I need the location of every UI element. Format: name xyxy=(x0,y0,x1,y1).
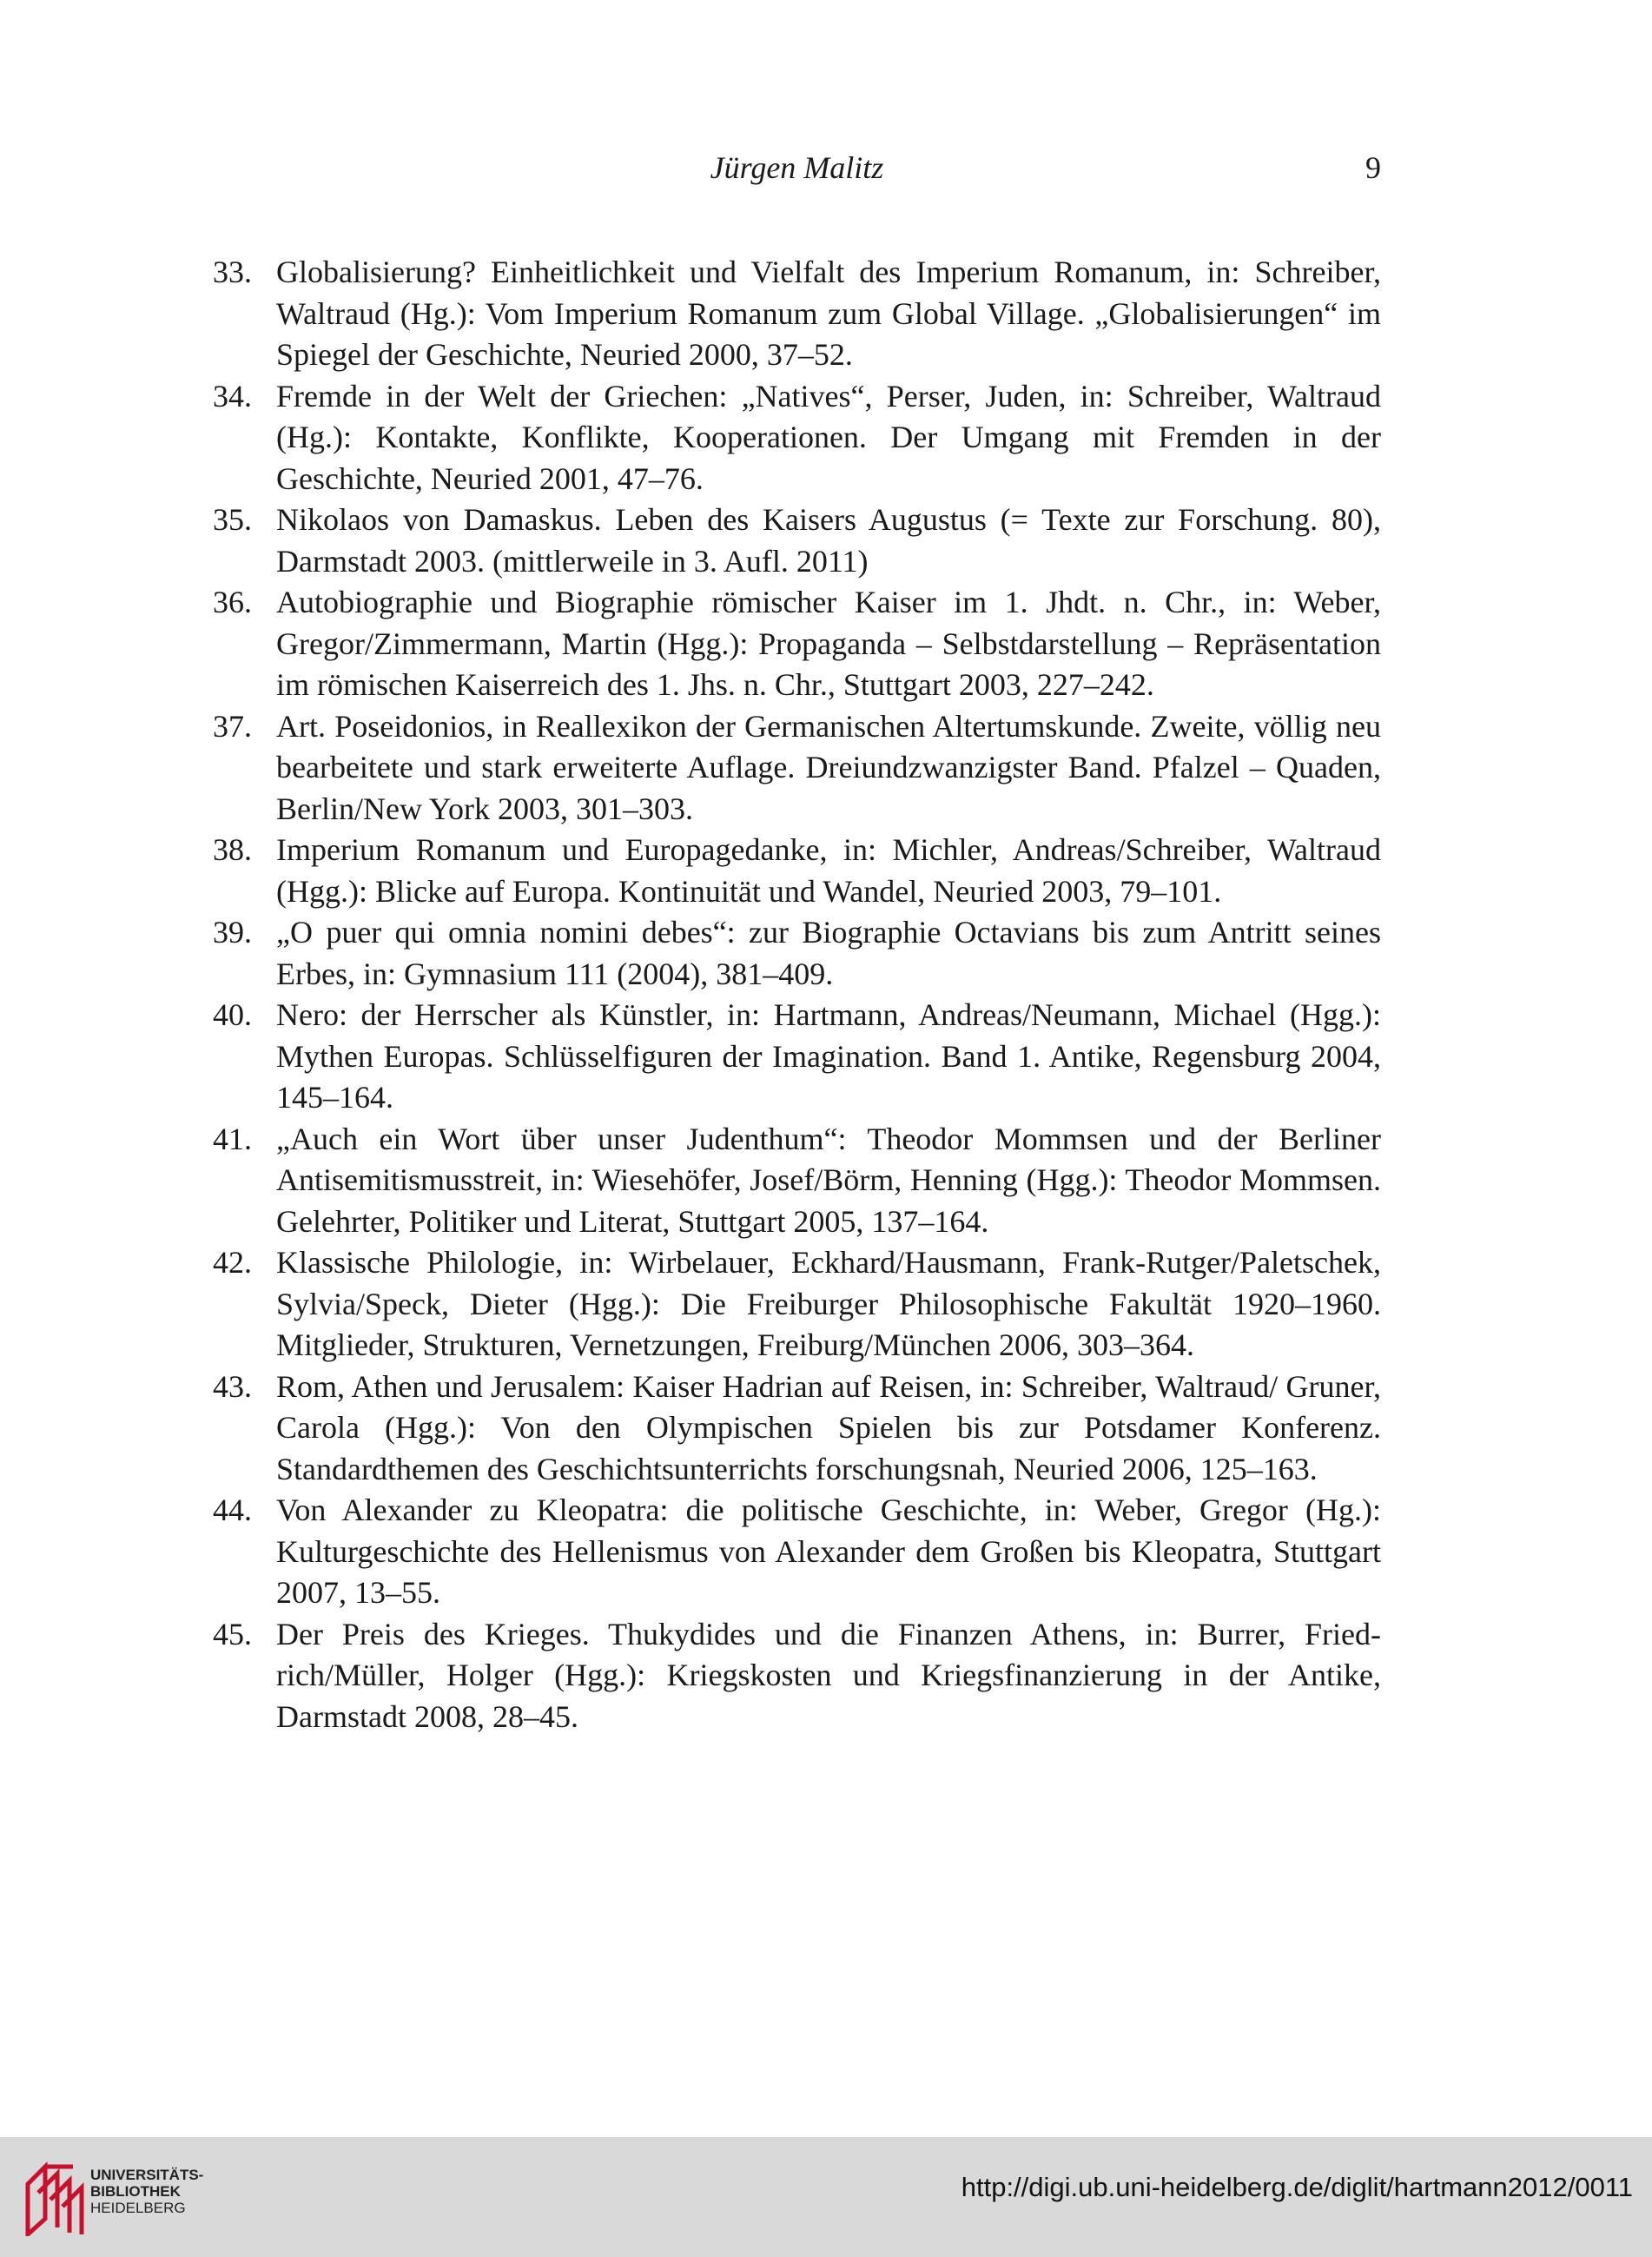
library-name-line: UNIVERSITÄTS- xyxy=(90,2167,204,2183)
bibliography-entry xyxy=(213,995,1381,1119)
bibliography-entry xyxy=(213,1614,1381,1738)
entry-number: 37. xyxy=(213,708,252,744)
bibliography-entry xyxy=(213,830,1381,912)
entry-text: „O puer qui omnia nomini debes“: zur Biographie Octavians bis zum Antritt seines Erbes, in: Gymnasium 111 (2004), 381–409. xyxy=(276,915,1381,991)
entry-text: Globalisierung? Einheitlichkeit und Vielfalt des Imperium Romanum, in: Schreiber, Waltraud (Hg.): Vom Imperium Romanum zum Global Village. „Globalisierungen“ im Spiegel der Geschichte, Neuried 2000, 37–52. xyxy=(276,255,1381,372)
running-head-author: Jürgen Malitz xyxy=(710,150,884,185)
entry-number: 35. xyxy=(213,502,252,537)
running-head xyxy=(213,146,1381,189)
entry-text: Imperium Romanum und Europagedanke, in: Michler, Andreas/Schreiber, Waltraud (Hgg.): Blicke auf Europa. Kontinuität und Wandel, Neuried 2003, 79–101. xyxy=(276,832,1381,909)
entry-text: Nero: der Herrscher als Künstler, in: Hartmann, Andreas/Neumann, Michael (Hgg.): Mythen Europas. Schlüsselfiguren der Imagination. Band 1. Antike, Regensburg 2004, 145–164. xyxy=(276,997,1381,1115)
entry-number: 43. xyxy=(213,1368,252,1404)
library-footer xyxy=(0,2137,1652,2257)
entry-text: „Auch ein Wort über unser Judenthum“: Theodor Mommsen und der Berliner Antisemitismusstreit, in: Wiesehöfer, Josef/Börm, Henning (Hgg.): Theodor Mommsen. Gelehrter, Politiker und Literat, Stuttgart 2005, 137–164. xyxy=(276,1121,1381,1239)
bibliography-entry xyxy=(213,582,1381,706)
bibliography-entry xyxy=(213,1242,1381,1367)
entry-text: Rom, Athen und Jerusalem: Kaiser Hadrian auf Reisen, in: Schreiber, Waltraud/ Gruner, Carola (Hgg.): Von den Olympischen Spielen bis zur Potsdamer Konferenz. Standardthemen des Geschichtsunterrichts forschungsnah, Neuried 2006, 125–163. xyxy=(276,1368,1381,1486)
bibliography-entry xyxy=(213,706,1381,831)
digital-library-url-link[interactable]: http://digi.ub.uni-heidelberg.de/diglit/hartmann2012/0011 xyxy=(961,2172,1633,2202)
entry-number: 40. xyxy=(213,997,252,1032)
bibliography-entry xyxy=(213,1367,1381,1491)
bibliography-entry xyxy=(213,252,1381,376)
entry-text: Fremde in der Welt der Griechen: „Natives“, Perser, Juden, in: Schreiber, Waltraud (Hg.): Kontakte, Konflikte, Kooperationen. Der Umgang mit Fremden in der Geschichte, Neuried 2001, 47–76. xyxy=(276,378,1381,496)
entry-number: 38. xyxy=(213,832,252,867)
bibliography-entry xyxy=(213,1119,1381,1243)
entry-number: 39. xyxy=(213,915,252,950)
entry-text: Von Alexander zu Kleopatra: die politische Geschichte, in: Weber, Gregor (Hg.): Kulturgeschichte des Hellenismus von Alexander dem Großen bis Kleopatra, Stuttgart 2007, 13–55. xyxy=(276,1493,1381,1610)
entry-text: Art. Poseidonios, in Reallexikon der Germanischen Altertumskunde. Zweite, völlig neu bearbeitete und stark erweiterte Auflage. Dreiundzwanzigster Band. Pfalzel – Quaden, Berlin/New York 2003, 301–303. xyxy=(276,708,1381,826)
entry-number: 33. xyxy=(213,255,252,289)
entry-text: Der Preis des Krieges. Thukydides und die Finanzen Athens, in: Burrer, Friedrich/Müller, Holger (Hgg.): Kriegskosten und Kriegsfinanzierung in der Antike, Darmstadt 2008, 28–45. xyxy=(276,1616,1381,1734)
entry-number: 41. xyxy=(213,1121,252,1156)
entry-number: 34. xyxy=(213,378,252,414)
bibliography-entry xyxy=(213,912,1381,995)
entry-number: 42. xyxy=(213,1245,252,1280)
entry-text: Nikolaos von Damaskus. Leben des Kaisers Augustus (= Texte zur Forschung. 80), Darmstadt 2003. (mittlerweile in 3. Aufl. 2011) xyxy=(276,502,1381,579)
page-number: 9 xyxy=(1365,150,1381,185)
library-name xyxy=(90,2167,203,2216)
library-name-line: BIBLIOTHEK xyxy=(90,2183,181,2200)
bibliography-entry xyxy=(213,1490,1381,1614)
bibliography-list xyxy=(213,252,1381,1737)
bibliography-entry xyxy=(213,500,1381,582)
entry-number: 45. xyxy=(213,1616,252,1651)
entry-text: Klassische Philologie, in: Wirbelauer, Eckhard/Hausmann, Frank-Rutger/Paletschek, Sylvia/Speck, Dieter (Hgg.): Die Freiburger Philosophische Fakultät 1920–1960. Mitglieder, Strukturen, Vernetzungen, Freiburg/München 2006, 303–364. xyxy=(276,1245,1381,1362)
entry-number: 36. xyxy=(213,585,252,619)
library-name-line: HEIDELBERG xyxy=(90,2200,186,2216)
bibliography-entry xyxy=(213,376,1381,500)
library-logo-icon xyxy=(19,2158,97,2236)
entry-number: 44. xyxy=(213,1493,252,1527)
entry-text: Autobiographie und Biographie römischer Kaiser im 1. Jhdt. n. Chr., in: Weber, Gregor/Zimmermann, Martin (Hgg.): Propaganda – Selbstdarstellung – Repräsentation im römischen Kaiserreich des 1. Jhs. n. Chr., Stuttgart 2003, 227–242. xyxy=(276,585,1381,702)
